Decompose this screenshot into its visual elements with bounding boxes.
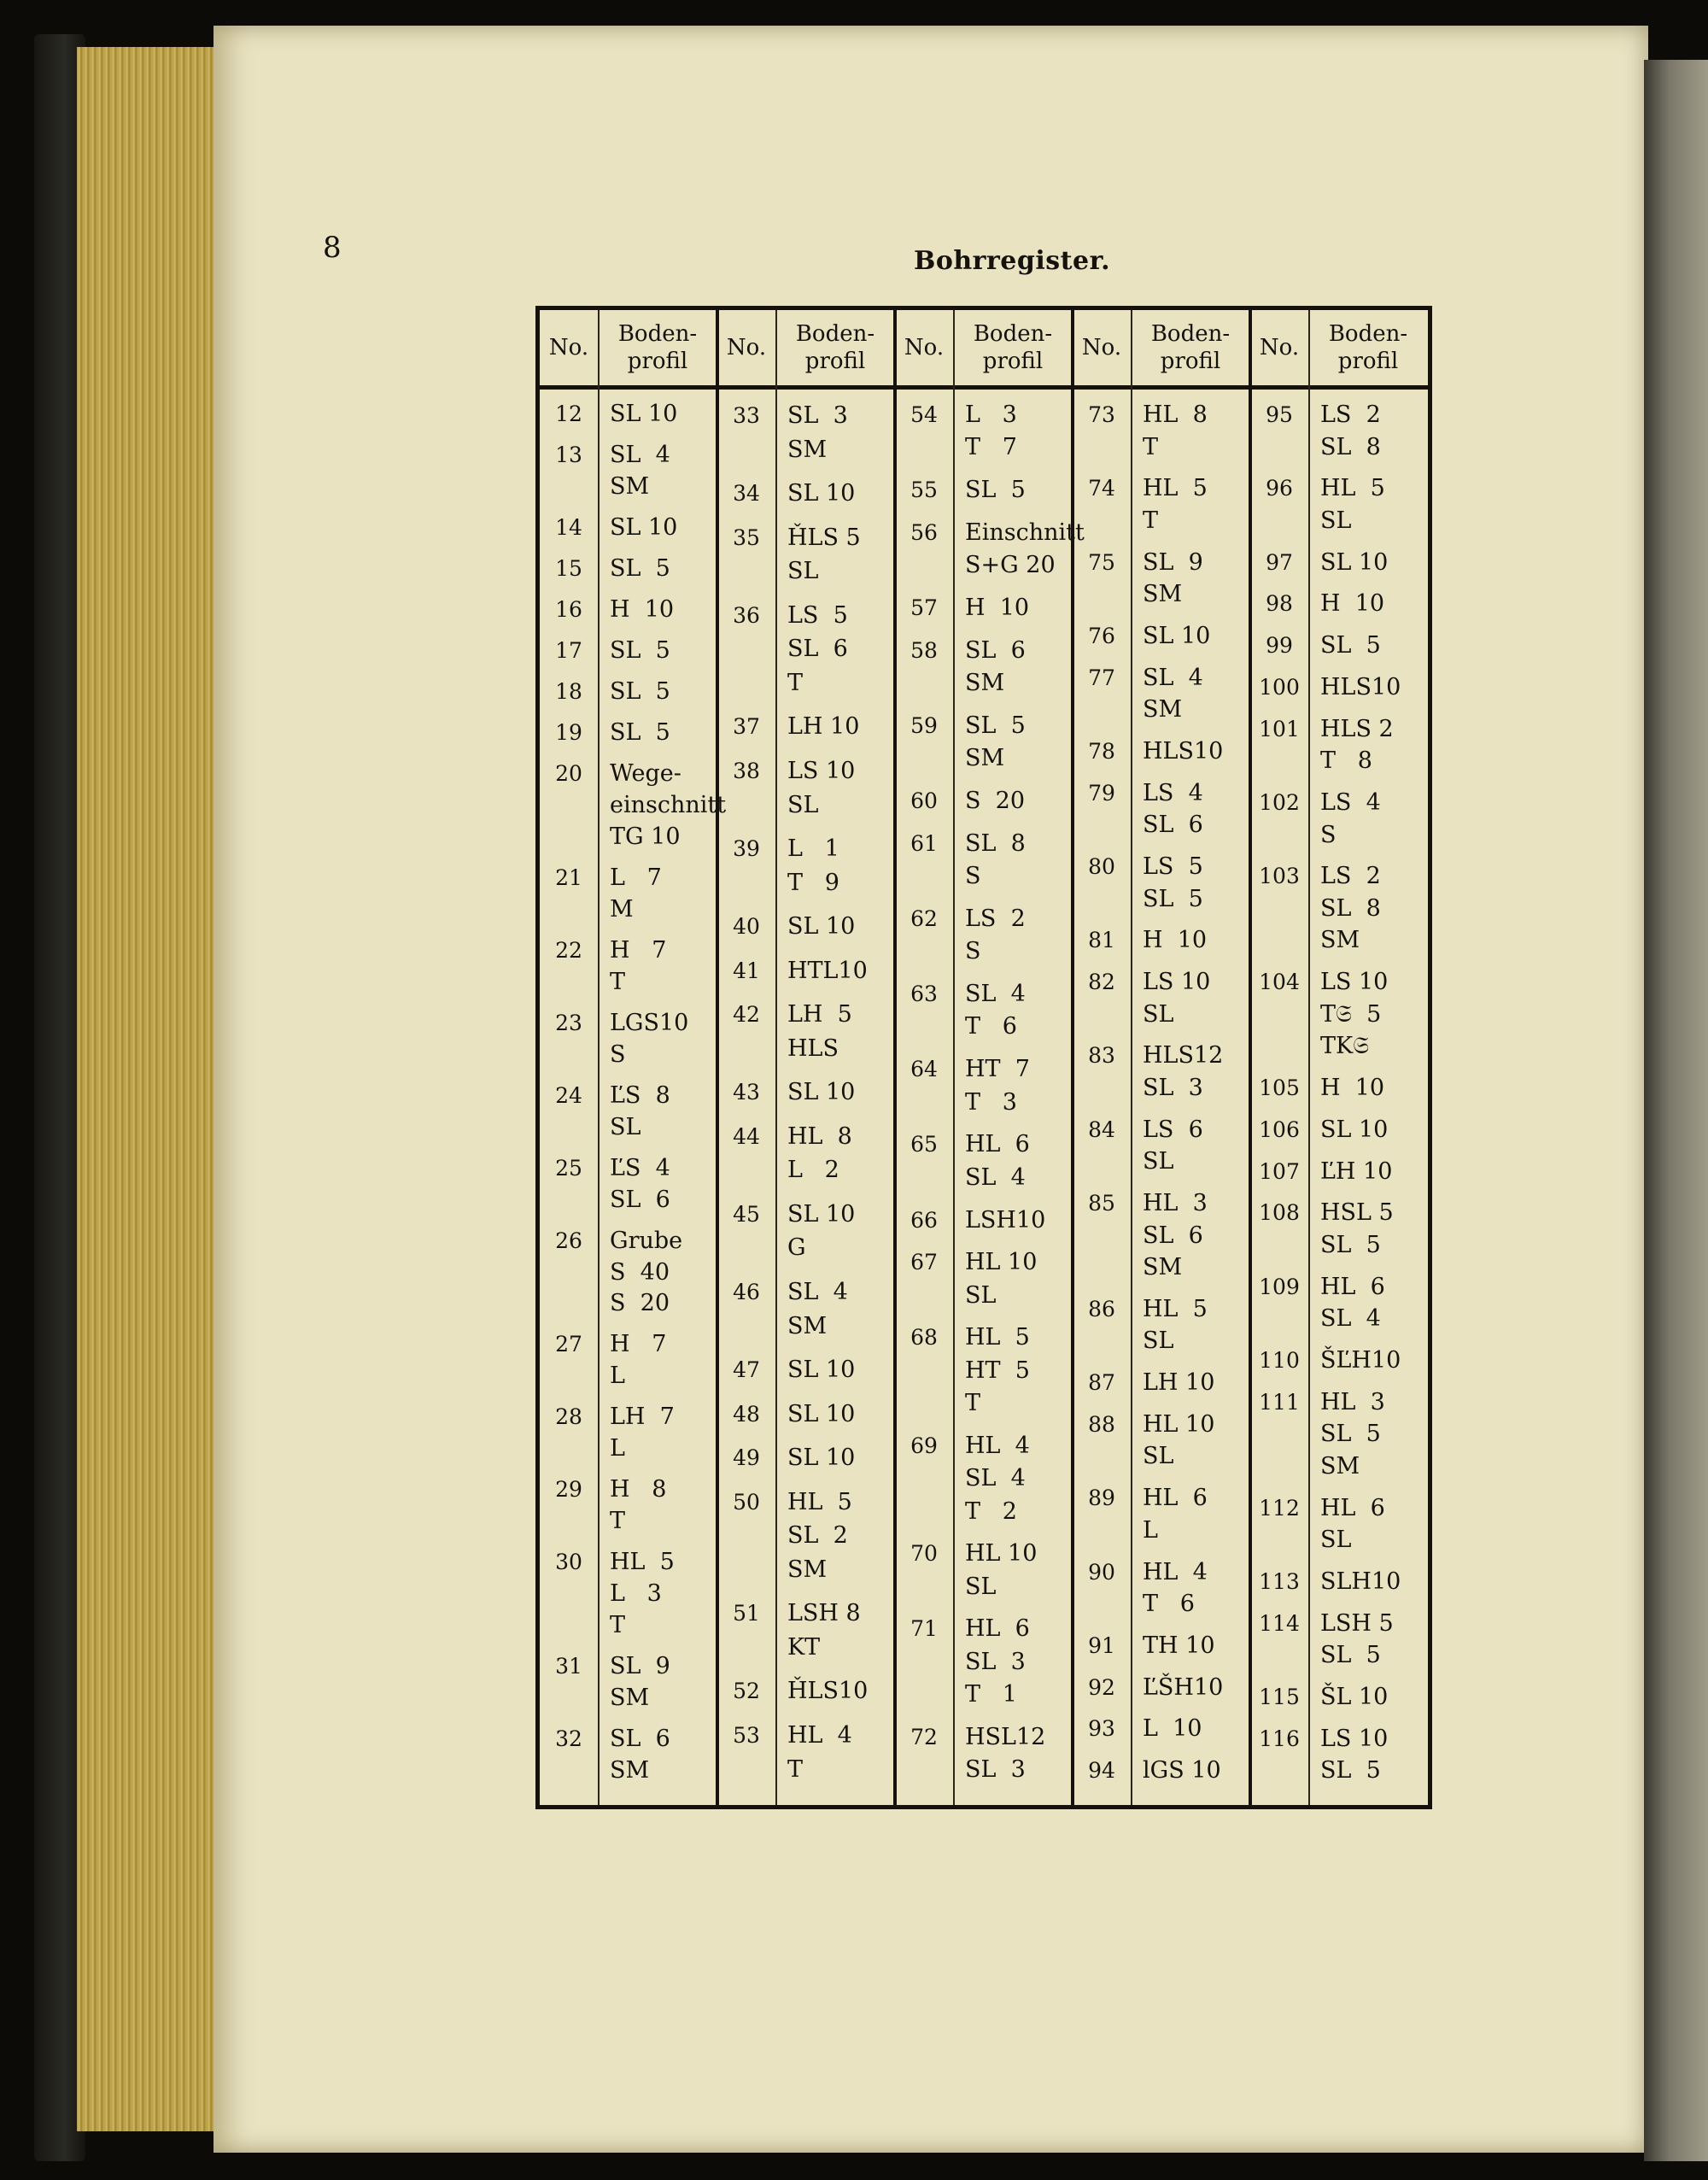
header-no: No. <box>904 334 945 360</box>
entry-number: 49 <box>733 1445 760 1471</box>
entry-number: 34 <box>733 481 760 507</box>
entry-bodenprofil: LS 4 SL 6 <box>1143 779 1203 839</box>
entry-number: 69 <box>910 1433 938 1458</box>
entry-bodenprofil: SLH10 <box>1320 1568 1401 1595</box>
entry-number: 59 <box>910 712 938 738</box>
header-bodenprofil <box>775 310 895 385</box>
entry-number: 109 <box>1259 1274 1300 1299</box>
entry-bodenprofil: LH 10 <box>787 713 860 741</box>
entry-bodenprofil: HL 5 SL <box>1143 1295 1208 1355</box>
entry-number: 63 <box>910 982 938 1007</box>
entry-bodenprofil: L 10 <box>1143 1715 1202 1743</box>
page-title: Bohrregister. <box>914 246 1111 276</box>
entry-bodenprofil: ȞLS 5 SL <box>787 524 861 585</box>
entry-number: 55 <box>910 478 938 503</box>
header-bodenprofil-line1: Boden- <box>1328 320 1408 347</box>
entry-bodenprofil: ŠĽH10 <box>1320 1346 1401 1374</box>
entry-number: 46 <box>733 1279 760 1304</box>
entry-number: 14 <box>555 514 582 540</box>
column-divider <box>953 310 955 1805</box>
header-bodenprofil-line1: Boden- <box>973 320 1053 347</box>
entry-bodenprofil: SL 5 SM <box>965 712 1026 772</box>
entry-bodenprofil: H 10 <box>965 595 1030 622</box>
entry-number: 28 <box>555 1404 582 1430</box>
entry-bodenprofil: LH 10 <box>1143 1369 1215 1397</box>
entry-number: 32 <box>555 1726 582 1752</box>
entry-number: 33 <box>733 403 760 428</box>
entry-number: 102 <box>1259 790 1300 816</box>
header-bodenprofil <box>598 310 717 385</box>
entry-number: 42 <box>733 1002 760 1028</box>
entry-number: 45 <box>733 1201 760 1227</box>
entry-bodenprofil: HL 6 SL <box>1320 1494 1385 1554</box>
entry-bodenprofil: SL 8 S <box>965 829 1026 890</box>
column-divider <box>598 310 600 1805</box>
entry-number: 70 <box>910 1541 938 1567</box>
entry-bodenprofil: HL 8 T <box>1143 401 1208 460</box>
entry-number: 40 <box>733 914 760 940</box>
entry-bodenprofil: LS 10 T𝔖 5 TK𝔖 <box>1320 969 1389 1060</box>
entry-number: 100 <box>1259 674 1300 700</box>
entry-number: 77 <box>1088 665 1115 690</box>
entry-number: 107 <box>1259 1158 1300 1184</box>
entry-bodenprofil: HL 3 SL 6 SM <box>1143 1190 1208 1281</box>
entry-number: 110 <box>1259 1347 1300 1373</box>
entry-bodenprofil: H 7 L <box>610 1331 667 1390</box>
entry-number: 116 <box>1259 1726 1300 1751</box>
entry-bodenprofil: HL 4 SL 4 T 2 <box>965 1432 1030 1525</box>
entry-number: 52 <box>733 1679 760 1704</box>
entry-number: 36 <box>733 602 760 628</box>
entry-bodenprofil: SL 4 SM <box>1143 664 1203 724</box>
entry-bodenprofil: HL 10 SL <box>965 1249 1038 1309</box>
entry-bodenprofil: SL 10 <box>787 1445 856 1472</box>
entry-number: 51 <box>733 1601 760 1626</box>
entry-bodenprofil: ȞLS10 <box>787 1678 869 1705</box>
entry-bodenprofil: L 1 T 9 <box>787 835 839 896</box>
column-divider <box>775 310 777 1805</box>
entry-number: 105 <box>1259 1075 1300 1100</box>
entry-number: 73 <box>1088 402 1115 427</box>
entry-number: 71 <box>910 1616 938 1642</box>
entry-bodenprofil: LS 5 SL 6 T <box>787 601 848 696</box>
entry-number: 48 <box>733 1401 760 1427</box>
entry-number: 29 <box>555 1477 582 1503</box>
header-no: No. <box>1259 334 1300 360</box>
entry-bodenprofil: SL 10 <box>1143 622 1211 649</box>
page-number: 8 <box>323 231 342 265</box>
entry-number: 61 <box>910 830 938 856</box>
entry-number: 22 <box>555 937 582 963</box>
entry-bodenprofil: HL 6 SL 4 <box>1320 1273 1385 1333</box>
entry-bodenprofil: HL 6 L <box>1143 1485 1208 1544</box>
entry-number: 65 <box>910 1132 938 1157</box>
entry-number: 76 <box>1088 623 1115 648</box>
entry-bodenprofil: HL 4 T <box>787 1721 852 1783</box>
entry-number: 88 <box>1088 1411 1115 1437</box>
entry-bodenprofil: H 8 T <box>610 1476 667 1535</box>
entry-bodenprofil: L 3 T 7 <box>965 401 1017 461</box>
entry-number: 39 <box>733 836 760 862</box>
entry-bodenprofil: LS 10 SL <box>787 757 856 818</box>
entry-number: 15 <box>555 555 582 581</box>
entry-number: 66 <box>910 1207 938 1233</box>
entry-bodenprofil: HSL 5 SL 5 <box>1320 1199 1394 1258</box>
entry-number: 111 <box>1259 1389 1300 1415</box>
entry-bodenprofil: H 10 <box>610 595 675 623</box>
entry-number: 103 <box>1259 864 1300 889</box>
entry-bodenprofil: H 7 T <box>610 936 667 995</box>
entry-bodenprofil: L 7 M <box>610 864 662 923</box>
header-no: No. <box>548 334 589 360</box>
header-bodenprofil-line2: profil <box>627 349 688 374</box>
header-bodenprofil-line1: Boden- <box>1150 320 1231 347</box>
entry-bodenprofil: Grube S 40 S 20 <box>610 1227 683 1317</box>
entry-number: 95 <box>1266 402 1293 427</box>
entry-number: 16 <box>555 596 582 622</box>
entry-bodenprofil: ĽH 10 <box>1320 1157 1393 1185</box>
entry-number: 13 <box>555 442 582 467</box>
entry-number: 89 <box>1088 1486 1115 1511</box>
entry-bodenprofil: Einschnitt S+G 20 <box>965 519 1085 579</box>
entry-bodenprofil: SL 10 <box>787 1079 856 1106</box>
entry-bodenprofil: SL 5 <box>1320 632 1381 659</box>
entry-number: 12 <box>555 401 582 426</box>
entry-bodenprofil: SL 10 <box>787 1400 856 1427</box>
entry-bodenprofil: HL 5 L 3 T <box>610 1549 675 1639</box>
entry-bodenprofil: LGS10 S <box>610 1009 689 1068</box>
entry-number: 75 <box>1088 549 1115 575</box>
entry-number: 24 <box>555 1082 582 1108</box>
header-bodenprofil-line2: profil <box>804 349 866 374</box>
header-bodenprofil <box>1131 310 1250 385</box>
entry-number: 113 <box>1259 1568 1300 1594</box>
entry-number: 106 <box>1259 1116 1300 1142</box>
entry-number: 27 <box>555 1332 582 1357</box>
entry-bodenprofil: ĽŠH10 <box>1143 1673 1224 1701</box>
entry-bodenprofil: LS 2 S <box>965 905 1026 965</box>
entry-number: 31 <box>555 1654 582 1679</box>
entry-bodenprofil: HL 3 SL 5 SM <box>1320 1388 1385 1480</box>
entry-bodenprofil: SL 3 SM <box>787 402 848 463</box>
entry-number: 114 <box>1259 1610 1300 1636</box>
entry-number: 94 <box>1088 1758 1115 1784</box>
entry-number: 108 <box>1259 1200 1300 1226</box>
entry-bodenprofil: HL 5 HT 5 T <box>965 1324 1030 1417</box>
entry-bodenprofil: LS 2 SL 8 SM <box>1320 863 1381 954</box>
entry-number: 30 <box>555 1550 582 1575</box>
entry-number: 90 <box>1088 1559 1115 1585</box>
header-no: No. <box>726 334 767 360</box>
entry-number: 86 <box>1088 1296 1115 1321</box>
entry-bodenprofil: SL 5 <box>610 718 670 746</box>
entry-bodenprofil: SL 10 <box>787 1357 856 1384</box>
entry-number: 81 <box>1088 928 1115 953</box>
column-divider <box>1131 310 1132 1805</box>
entry-bodenprofil: HL 6 SL 4 <box>965 1131 1030 1191</box>
entry-bodenprofil: SL 5 <box>610 554 670 582</box>
entry-number: 93 <box>1088 1716 1115 1742</box>
entry-bodenprofil: SL 10 <box>1320 1116 1389 1143</box>
entry-number: 68 <box>910 1325 938 1351</box>
entry-bodenprofil: SL 10 G <box>787 1200 856 1262</box>
entry-number: 19 <box>555 719 582 745</box>
entry-number: 18 <box>555 678 582 704</box>
entry-bodenprofil: LH 5 HLS <box>787 1001 852 1062</box>
entry-bodenprofil: LS 2 SL 8 <box>1320 401 1381 460</box>
entry-bodenprofil: SL 4 T 6 <box>965 981 1026 1040</box>
entry-bodenprofil: SL 5 <box>610 636 670 664</box>
entry-bodenprofil: HL 4 T 6 <box>1143 1558 1208 1618</box>
entry-number: 78 <box>1088 738 1115 764</box>
entry-number: 74 <box>1088 476 1115 501</box>
entry-number: 104 <box>1259 970 1300 995</box>
header-bodenprofil-line2: profil <box>1337 349 1399 374</box>
entry-bodenprofil: S 20 <box>965 788 1026 815</box>
entry-number: 98 <box>1266 591 1293 617</box>
entry-number: 37 <box>733 714 760 740</box>
entry-number: 35 <box>733 524 760 550</box>
entry-number: 54 <box>910 402 938 427</box>
entry-number: 25 <box>555 1155 582 1181</box>
entry-bodenprofil: SL 10 <box>787 480 856 507</box>
entry-number: 72 <box>910 1724 938 1749</box>
entry-bodenprofil: HL 6 SL 3 T 1 <box>965 1615 1030 1708</box>
bohrregister-table <box>535 306 1432 1809</box>
entry-number: 80 <box>1088 854 1115 880</box>
entry-number: 50 <box>733 1489 760 1515</box>
entry-bodenprofil: LH 7 L <box>610 1404 675 1462</box>
entry-bodenprofil: SL 6 SM <box>965 636 1026 697</box>
entry-bodenprofil: LS 10 SL 5 <box>1320 1725 1389 1784</box>
entry-bodenprofil: LSH 8 KT <box>787 1600 861 1661</box>
entry-number: 85 <box>1088 1191 1115 1216</box>
entry-number: 67 <box>910 1250 938 1275</box>
entry-number: 84 <box>1088 1116 1115 1142</box>
entry-bodenprofil: SL 10 <box>787 913 856 941</box>
entry-number: 17 <box>555 637 582 663</box>
entry-bodenprofil: Wege- einschnitt TG 10 <box>610 760 727 850</box>
entry-number: 82 <box>1088 970 1115 995</box>
entry-bodenprofil: H 10 <box>1320 1074 1385 1101</box>
entry-bodenprofil: SL 5 <box>610 677 670 705</box>
entry-bodenprofil: HSL12 SL 3 <box>965 1723 1046 1784</box>
entry-number: 97 <box>1266 549 1293 575</box>
entry-bodenprofil: LSH 5 SL 5 <box>1320 1609 1394 1669</box>
entry-number: 43 <box>733 1080 760 1105</box>
entry-number: 38 <box>733 758 760 783</box>
entry-bodenprofil: LS 10 SL <box>1143 969 1211 1028</box>
page-edges <box>77 47 214 2131</box>
header-bodenprofil <box>953 310 1073 385</box>
entry-number: 87 <box>1088 1370 1115 1396</box>
entry-bodenprofil: H 10 <box>1320 590 1385 618</box>
entry-bodenprofil: HLS10 <box>1320 673 1401 700</box>
entry-number: 64 <box>910 1057 938 1082</box>
entry-bodenprofil: SL 6 SM <box>610 1726 670 1784</box>
header-no: No. <box>1081 334 1122 360</box>
entry-number: 62 <box>910 906 938 932</box>
entry-number: 112 <box>1259 1495 1300 1521</box>
header-bodenprofil <box>1308 310 1428 385</box>
entry-bodenprofil: HL 10 SL <box>1143 1410 1215 1470</box>
entry-number: 21 <box>555 864 582 890</box>
entry-bodenprofil: HL 10 SL <box>965 1540 1038 1600</box>
entry-bodenprofil: HLS 2 T 8 <box>1320 715 1394 775</box>
entry-bodenprofil: ŠL 10 <box>1320 1683 1389 1710</box>
entry-bodenprofil: ĽS 8 SL <box>610 1081 670 1140</box>
header-bodenprofil-line1: Boden- <box>617 320 698 347</box>
entry-number: 47 <box>733 1357 760 1383</box>
facing-page-edge <box>1644 60 1708 2161</box>
entry-number: 41 <box>733 958 760 983</box>
header-bodenprofil-line1: Boden- <box>795 320 875 347</box>
entry-bodenprofil: LS 4 S <box>1320 789 1381 848</box>
entry-bodenprofil: HL 8 L 2 <box>787 1122 852 1184</box>
entry-bodenprofil: HL 5 SL <box>1320 475 1385 534</box>
entry-bodenprofil: SL 9 SM <box>1143 548 1203 608</box>
entry-bodenprofil: HTL10 <box>787 957 868 984</box>
entry-bodenprofil: SL 10 <box>1320 548 1389 576</box>
entry-bodenprofil: HLS12 SL 3 <box>1143 1042 1224 1101</box>
entry-number: 92 <box>1088 1674 1115 1700</box>
entry-number: 26 <box>555 1228 582 1253</box>
entry-bodenprofil: TH 10 <box>1143 1632 1215 1659</box>
entry-bodenprofil: HL 5 T <box>1143 475 1208 534</box>
entry-bodenprofil: H 10 <box>1143 927 1208 954</box>
entry-bodenprofil: HLS10 <box>1143 737 1224 765</box>
header-rule <box>540 385 1428 390</box>
entry-number: 56 <box>910 519 938 545</box>
entry-number: 57 <box>910 595 938 621</box>
header-bodenprofil-line2: profil <box>982 349 1044 374</box>
entry-number: 53 <box>733 1722 760 1748</box>
entry-bodenprofil: HL 5 SL 2 SM <box>787 1488 852 1583</box>
entry-number: 58 <box>910 637 938 663</box>
entry-bodenprofil: HT 7 T 3 <box>965 1056 1030 1116</box>
entry-number: 23 <box>555 1010 582 1035</box>
entry-number: 79 <box>1088 780 1115 806</box>
column-divider <box>1308 310 1310 1805</box>
entry-bodenprofil: LSH10 <box>965 1206 1046 1234</box>
entry-bodenprofil: ĽS 4 SL 6 <box>610 1154 670 1213</box>
entry-bodenprofil: SL 4 SM <box>610 442 670 500</box>
entry-number: 96 <box>1266 476 1293 501</box>
entry-number: 115 <box>1259 1684 1300 1709</box>
entry-bodenprofil: SL 4 SM <box>787 1278 848 1339</box>
entry-bodenprofil: lGS 10 <box>1143 1757 1221 1784</box>
entry-bodenprofil: LS 6 SL <box>1143 1116 1203 1175</box>
entry-bodenprofil: SL 9 SM <box>610 1653 670 1712</box>
entry-number: 91 <box>1088 1632 1115 1658</box>
entry-bodenprofil: LS 5 SL 5 <box>1143 853 1203 912</box>
entry-number: 99 <box>1266 633 1293 659</box>
entry-number: 60 <box>910 788 938 814</box>
entry-number: 83 <box>1088 1043 1115 1069</box>
header-bodenprofil-line2: profil <box>1160 349 1221 374</box>
entry-number: 44 <box>733 1123 760 1149</box>
entry-number: 101 <box>1259 716 1300 741</box>
entry-bodenprofil: SL 5 <box>965 477 1026 504</box>
entry-bodenprofil: SL 10 <box>610 401 678 427</box>
entry-bodenprofil: SL 10 <box>610 513 678 541</box>
entry-number: 20 <box>555 761 582 786</box>
